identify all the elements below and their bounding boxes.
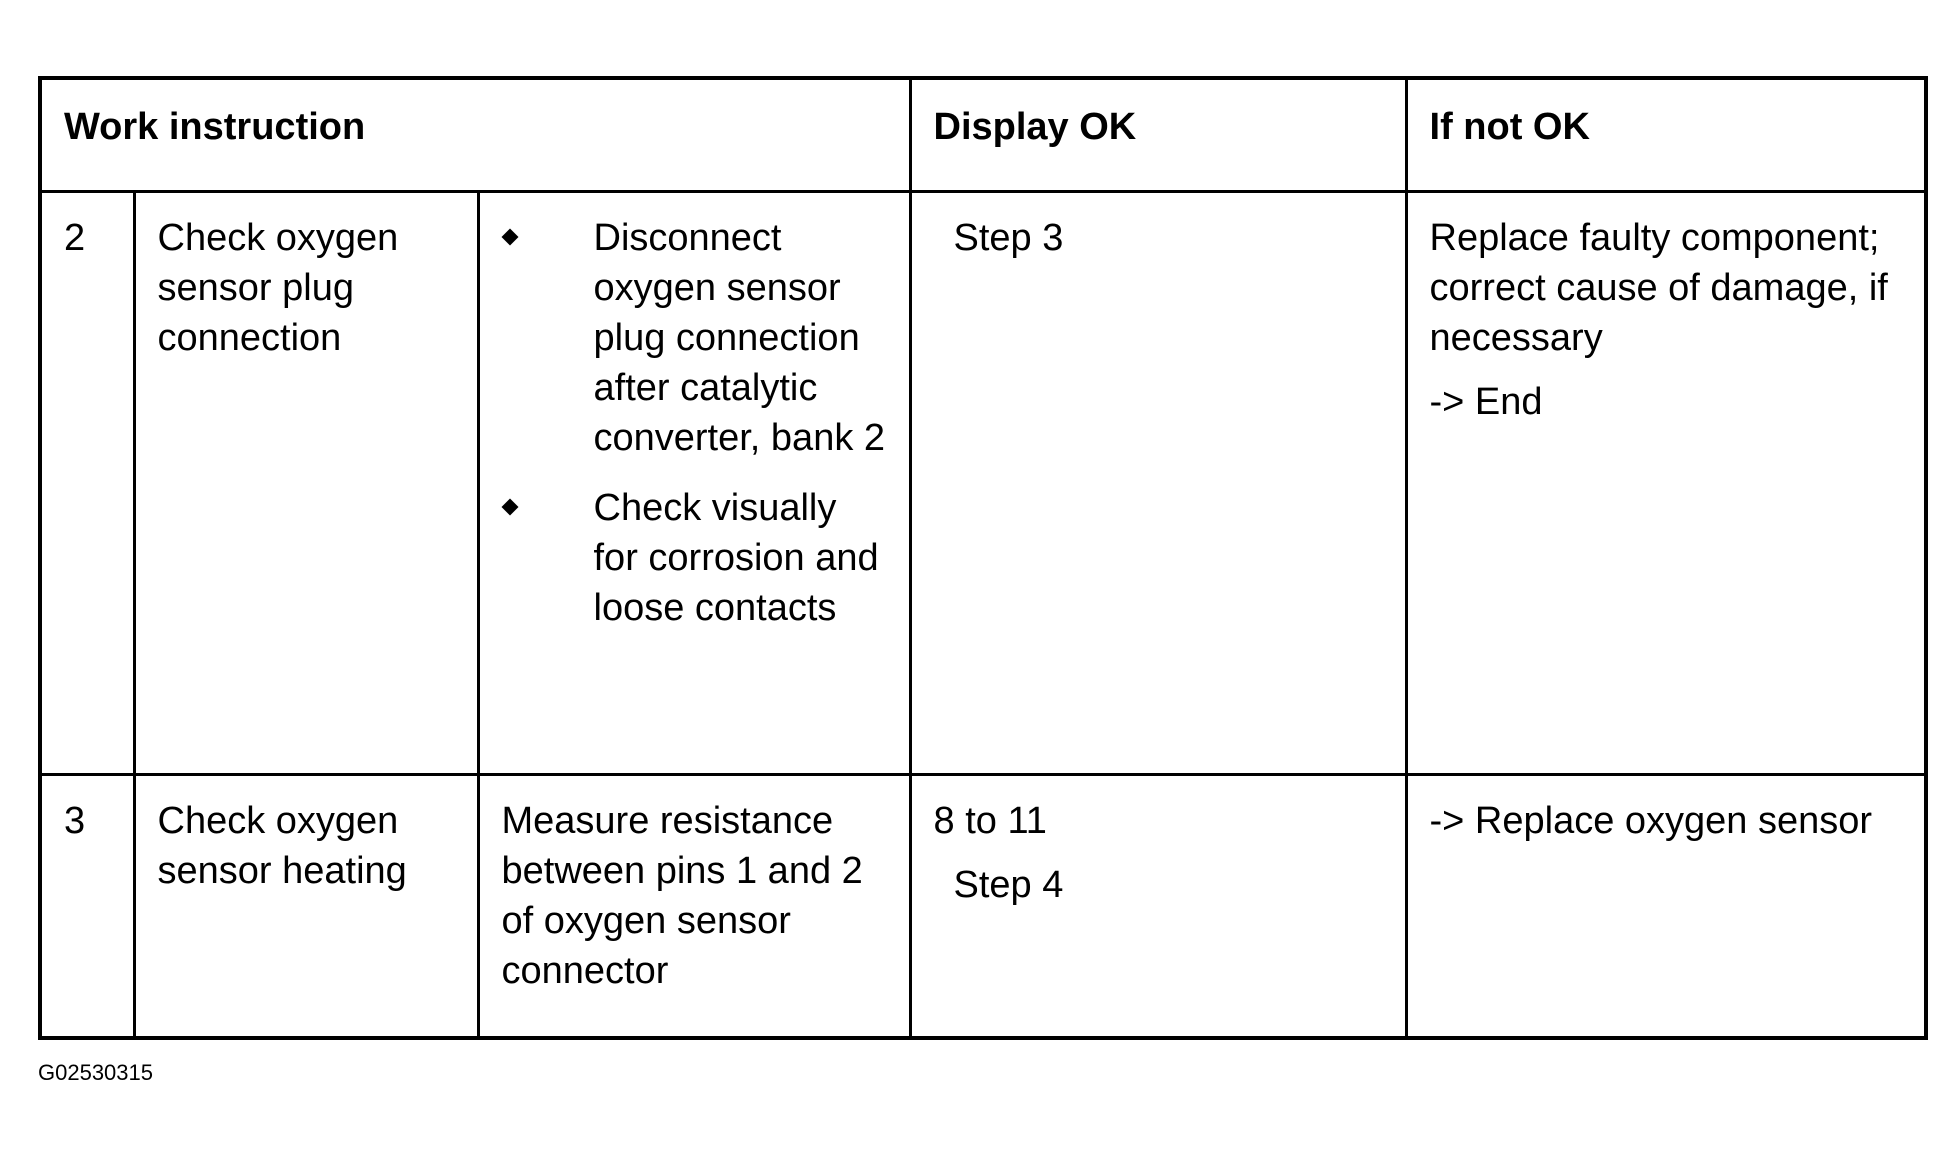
display-ok-cell (910, 192, 1406, 775)
check-title: Check oxygen sensor heating (134, 775, 478, 1039)
end-marker: -> End (1429, 381, 1543, 423)
procedure-table (38, 76, 1928, 1040)
figure-id: G02530315 (38, 1060, 153, 1085)
if-not-ok-cell (1406, 192, 1926, 775)
expected-value: 8 to 11 (933, 800, 1047, 842)
remedy-text: -> Replace oxygen sensor (1429, 800, 1873, 842)
if-not-ok-cell (1406, 775, 1926, 1039)
header-work-instruction: Work instruction (40, 78, 910, 192)
list-item (502, 213, 889, 463)
list-item (502, 483, 889, 633)
table-row (40, 775, 1926, 1039)
header-display-ok: Display OK (910, 78, 1406, 192)
header-if-not-ok: If not OK (1406, 78, 1926, 192)
next-step: Step 3 (953, 217, 1064, 259)
step-number: 3 (40, 775, 134, 1039)
instruction-text: Disconnect oxygen sensor plug connection after catalytic converter, bank 2 (593, 217, 886, 459)
header-row (40, 78, 1926, 192)
remedy-text: Replace faulty component; correct cause of damage, if necessary (1429, 217, 1888, 359)
diamond-bullet-icon (501, 229, 518, 246)
procedure-sheet (38, 76, 1924, 1040)
instruction-cell (478, 192, 910, 775)
diamond-bullet-icon (501, 499, 518, 516)
next-step: Step 4 (953, 864, 1064, 906)
instruction-text: Check visually for corrosion and loose contacts (593, 487, 879, 629)
table-row (40, 192, 1926, 775)
step-number: 2 (40, 192, 134, 775)
instruction-text: Measure resistance between pins 1 and 2 of oxygen sensor connector (478, 775, 910, 1039)
check-title: Check oxygen sensor plug connection (134, 192, 478, 775)
display-ok-cell (910, 775, 1406, 1039)
instruction-list (502, 213, 889, 633)
